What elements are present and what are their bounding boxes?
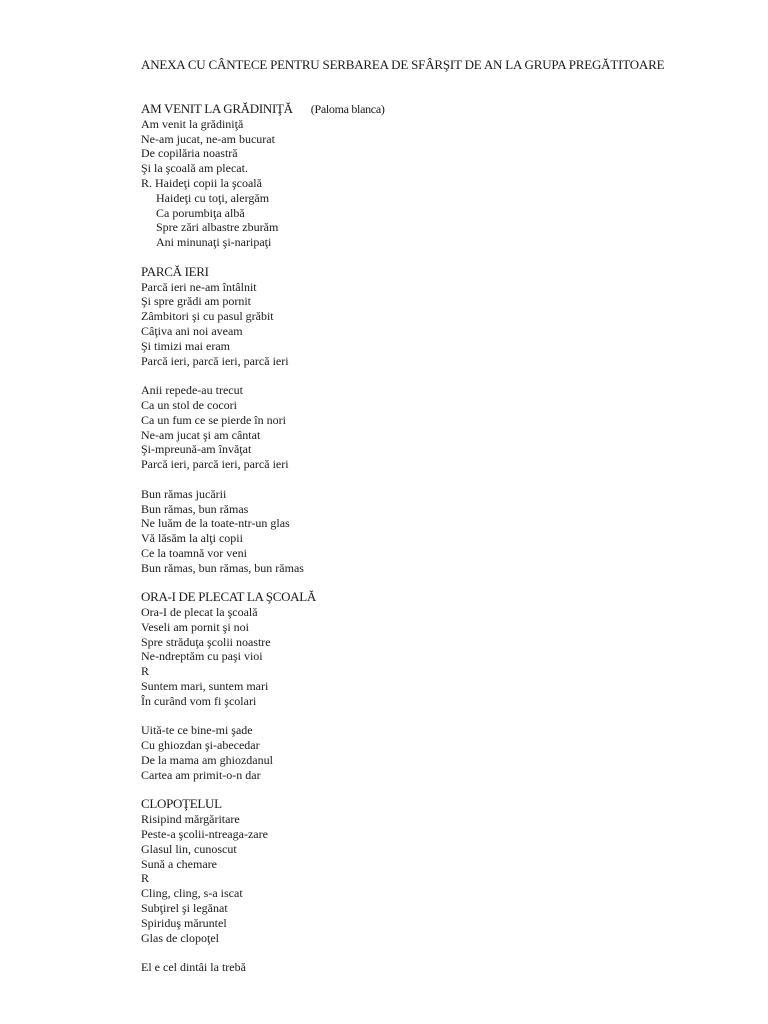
stanza-spacer <box>141 576 741 591</box>
refrain-line: Cling, cling, s-a iscat <box>141 886 243 901</box>
refrain-marker: R <box>141 664 150 679</box>
lyric-line: Ne-am jucat şi am cântat <box>141 427 261 442</box>
lyric-line: Spre străduţa şcolii noastre <box>141 634 271 649</box>
lyric-line: Ca un fum ce se pierde în nori <box>141 412 286 427</box>
lyric-line: Parcă ieri, parcă ieri, parcă ieri <box>141 353 289 368</box>
lyric-line: Şi la şcoală am plecat. <box>141 161 248 176</box>
lyric-line: Câţiva ani noi aveam <box>141 323 243 338</box>
lyric-line: Ca un stol de cocori <box>141 397 237 412</box>
stanza-spacer <box>141 709 741 724</box>
lyric-line: Parcă ieri ne-am întâlnit <box>141 279 257 294</box>
lyric-line: De la mama am ghiozdanul <box>141 753 273 768</box>
lyric-line: Şi timizi mai eram <box>141 338 230 353</box>
lyric-line: Parcă ieri, parcă ieri, parcă ieri <box>141 457 289 472</box>
lyric-line: Am venit la grădiniţă <box>141 116 244 131</box>
lyric-line: De copilăria noastră <box>141 146 238 161</box>
refrain-line: Subţirel şi legănat <box>141 901 228 916</box>
refrain-line: Ani minunaţi şi-naripaţi <box>156 235 272 250</box>
lyric-line: Uită-te ce bine-mi şade <box>141 723 253 738</box>
lyric-line: Bun rămas, bun rămas <box>141 501 249 516</box>
refrain-line: Glas de clopoţel <box>141 930 219 945</box>
lyric-line: Cu ghiozdan şi-abecedar <box>141 738 260 753</box>
lyric-line: Sună a chemare <box>141 856 217 871</box>
lyric-line: Veseli am pornit şi noi <box>141 619 249 634</box>
refrain-line: Ca porumbiţa albă <box>156 205 245 220</box>
lyric-line: Peste-a şcolii-ntreaga-zare <box>141 827 268 842</box>
refrain-line: Spre zări albastre zburăm <box>156 220 279 235</box>
lyric-line: Anii repede-au trecut <box>141 383 243 398</box>
lyric-line: Ne-ndreptăm cu paşi vioi <box>141 649 263 664</box>
lyric-line: Şi-mpreună-am învăţat <box>141 442 252 457</box>
song-tune-note: (Paloma blanca) <box>310 102 385 116</box>
stanza-spacer <box>141 783 741 798</box>
refrain-line: În curând vom fi şcolari <box>141 693 257 708</box>
lyric-line: Şi spre grădi am pornit <box>141 294 251 309</box>
song-title <box>141 102 741 117</box>
song-title: ORA-I DE PLECAT LA ŞCOALĂ <box>141 589 316 605</box>
lyric-line: El e cel dintâi la trebă <box>141 960 246 975</box>
refrain-line: R. Haideţi copii la şcoală <box>141 175 262 190</box>
lyric-line: Cartea am primit-o-n dar <box>141 767 261 782</box>
stanza-spacer <box>141 472 741 487</box>
stanza-spacer <box>141 250 741 265</box>
lyric-line: Ne luăm de la toate-ntr-un glas <box>141 516 290 531</box>
lyric-line: Glasul lin, cunoscut <box>141 841 237 856</box>
song-title: CLOPOŢELUL <box>141 796 222 812</box>
lyric-line: Zâmbitori şi cu pasul grăbit <box>141 309 274 324</box>
song-title-text: AM VENIT LA GRĂDINIŢĂ <box>141 101 293 116</box>
refrain-line: Haideţi cu toţi, alergăm <box>156 190 270 205</box>
lyric-line: Bun rămas jucării <box>141 486 227 501</box>
songs-content <box>141 102 741 975</box>
document-title: ANEXA CU CÂNTECE PENTRU SERBAREA DE SFÂRŞIT DE AN LA GRUPA PREGĂTITOARE <box>141 57 665 72</box>
lyric-line: Ora-I de plecat la şcoală <box>141 605 258 620</box>
lyric-line: Ce la toamnă vor veni <box>141 545 247 560</box>
lyric-line: Risipind mărgăritare <box>141 812 240 827</box>
stanza-spacer <box>141 945 741 960</box>
refrain-line: Spiriduş măruntel <box>141 915 227 930</box>
song-title: PARCĂ IERI <box>141 263 209 279</box>
stanza-spacer <box>141 368 741 383</box>
refrain-marker: R <box>141 871 150 886</box>
lyric-line: Bun rămas, bun rămas, bun rămas <box>141 560 304 575</box>
lyric-line: Vă lăsăm la alţi copii <box>141 531 243 546</box>
lyric-line: Ne-am jucat, ne-am bucurat <box>141 131 275 146</box>
refrain-line: Suntem mari, suntem mari <box>141 679 269 694</box>
